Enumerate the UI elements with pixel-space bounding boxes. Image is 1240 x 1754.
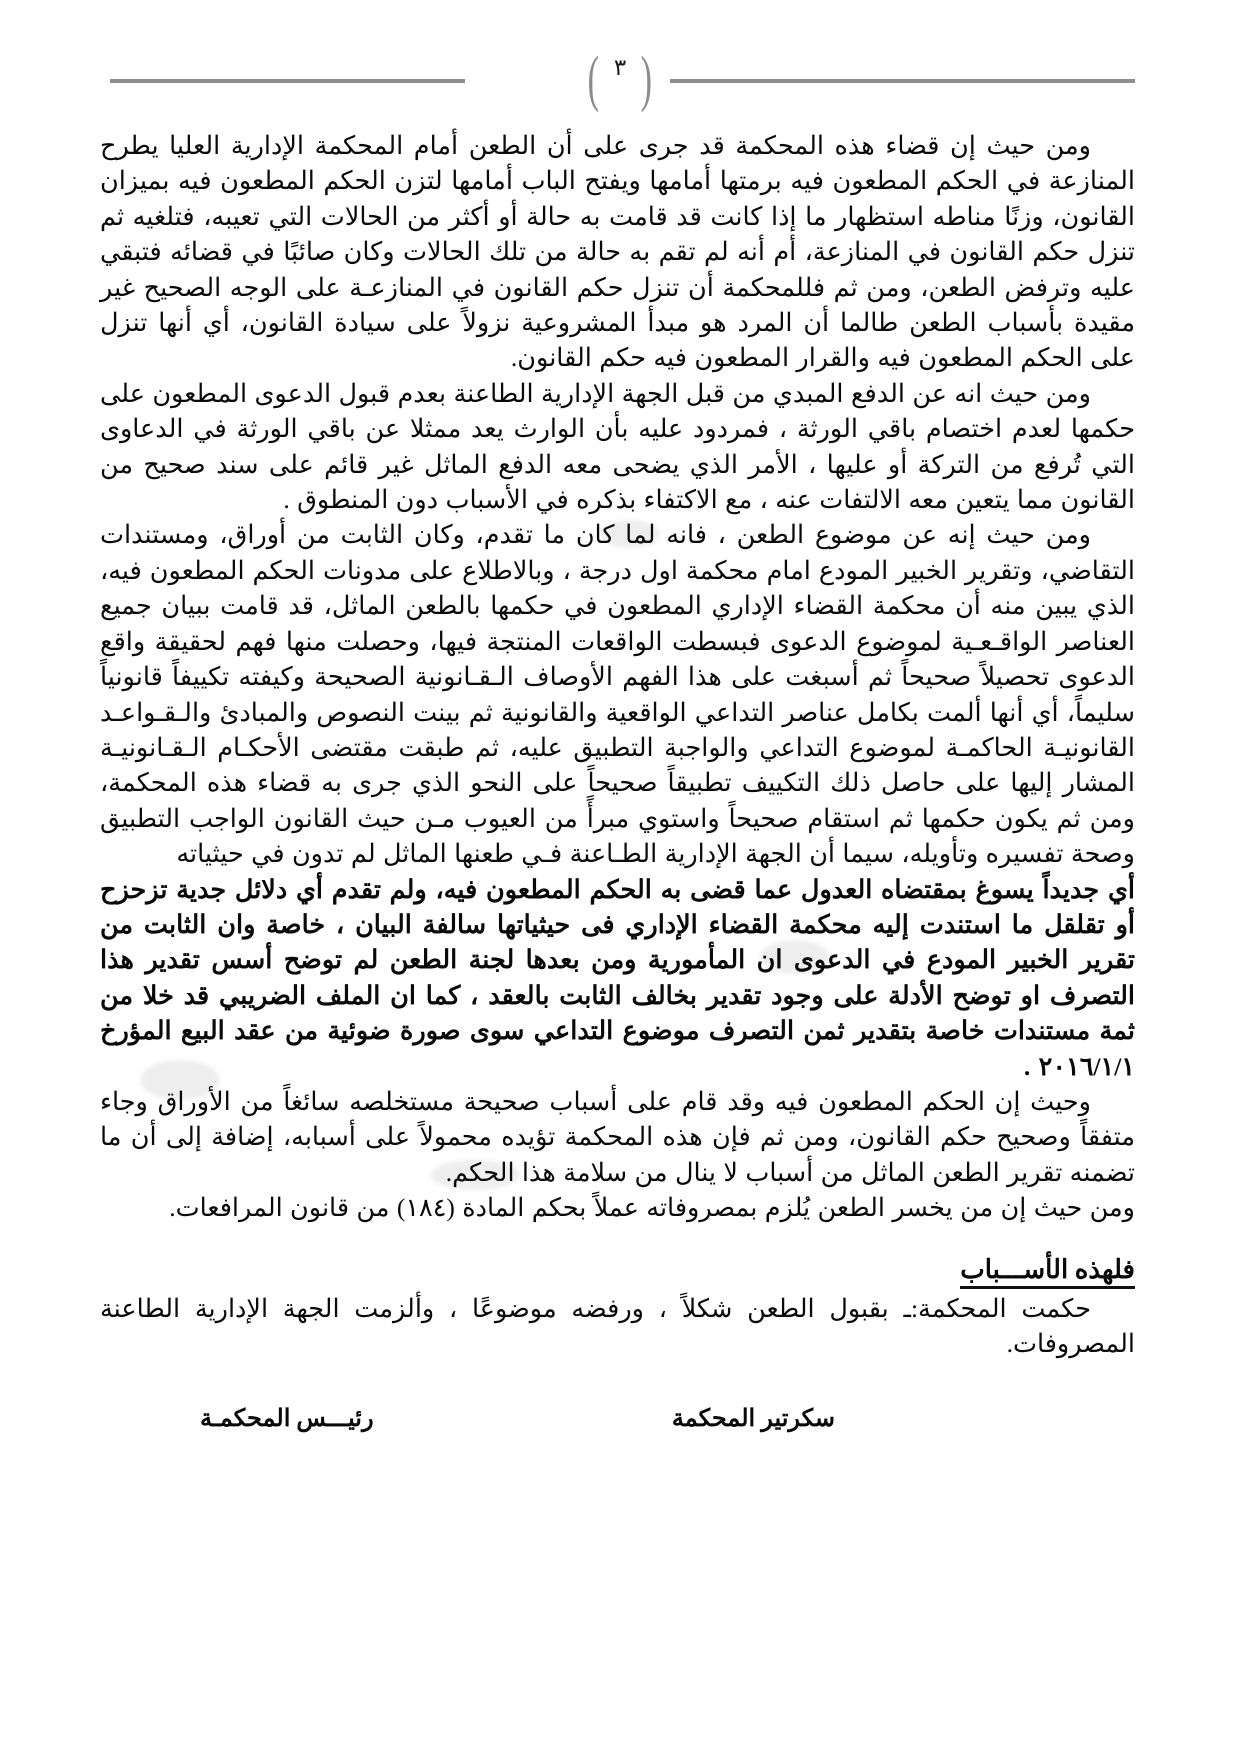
paragraph-1: ومن حيث إن قضاء هذه المحكمة قد جرى على أن الطعن أمام المحكمة الإدارية العليا يطرح المنازعة في الحكم المطعون فيه برمتها أمامها ويفتح الباب أمامها لتزن الحكم المطعون فيه بميزان القانون، وزنًا مناطه استظهار ما إذا كانت قد قامت به حالة أو أكثر من الحالات التي تعيبه، فتلغيه ثم تنزل حكم القانون في المنازعة، أم أنه لم تقم به حالة من تلك الحالات وكان صائبًا في قضائه فتبقي عليه وترفض الطعن، ومن ثم فللمحكمة أن تنزل حكم القانون في المنازعـة على الوجه الصحيح غير مقيدة بأسباب الطعن طالما أن المرد هو مبدأ المشروعية نزولاً على سيادة القانون، أي أنها تنزل على الحكم المطعون فيه والقرار المطعون فيه حكم القانون. xyxy=(100,131,1135,373)
paren-close-glyph: ) xyxy=(587,45,600,113)
paragraph-2: ومن حيث انه عن الدفع المبدي من قبل الجهة الإدارية الطاعنة بعدم قبول الدعوى المطعون على حكمها لعدم اختصام باقي الورثة ، فمردود عليه بأن الوارث يعد ممثلا عن باقي الورثة في الدعاوى التي تُرفع من التركة أو عليها ، الأمر الذي يضحى معه الدفع الماثل غير قائم على سند صحيح من القانون مما يتعين معه الالتفات عنه ، مع الاكتفاء بذكره في الأسباب دون المنطوق . xyxy=(100,378,1135,515)
header-rule-left xyxy=(110,79,465,83)
signature-president: رئيـــس المحكمـة xyxy=(200,1405,374,1432)
paragraph-4-bold: أي جديداً يسوغ بمقتضاه العدول عما قضى به الحكم المطعون فيه، ولم تقدم أي دلائل جدية تزحزح أو تقلقل ما استندت إليه محكمة القضاء الإداري فى حيثياتها سالفة البيان ، خاصة وان الثابت من تقرير الخبير المودع في الدعوى ان المأمورية ومن بعدها لجنة الطعن لم توضح أسس تقدير هذا التصرف او توضح الأدلة على وجود تقدير بخالف الثابت بالعقد ، كما ان الملف الضريبي قد خلا من ثمة مستندات خاصة بتقدير ثمن التصرف موضوع التداعي سوى صورة ضوئية من عقد البيع المؤرخ ٢٠١٦/١/١ . xyxy=(100,874,1135,1081)
reasons-heading-text: فلهذه الأســـباب xyxy=(960,1255,1135,1289)
page-header xyxy=(110,46,1135,112)
document-body xyxy=(100,128,1135,1437)
signature-block xyxy=(100,1402,1135,1437)
paragraph-3: ومن حيث إنه عن موضوع الطعن ، فانه لما كان ما تقدم، وكان الثابت من أوراق، ومستندات التقاضي، وتقرير الخبير المودع امام محكمة اول درجة ، وبالاطلاع على مدونات الحكم المطعون فيه، الذي يبين منه أن محكمة القضاء الإداري المطعون في حكمها بالطعن الماثل، قد قامت ببيان جميع العناصر الواقـعـية لموضوع الدعوى فبسطت الواقعات المنتجة فيها، وحصلت منها فهم لحقيقة واقع الدعوى تحصيلاً صحيحاً ثم أسبغت على هذا الفهم الأوصاف الـقـانونية الصحيحة وكيفته تكييفاً قانونياً سليماً، أي أنها ألمت بكامل عناصر التداعي الواقعية والقانونية ثم بينت النصوص والمبادئ والـقـواعـد القانونيـة الحاكمـة لموضوع التداعي والواجبة التطبيق عليه، ثم طبقت مقتضى الأحكـام الـقـانونيـة المشار إليها على حاصل ذلك التكييف تطبيقاً صحيحاً على النحو الذي جرى به قضاء هذه المحكمة، ومن ثم يكون حكمها ثم استقام صحيحاً واستوي مبرأً من العيوب مـن حيث القانون الواجب التطبيق وصحة تفسيره وتأويله، سيما أن الجهة الإدارية الطـاعنة فـي طعنها الماثل لم تدون في حيثياته xyxy=(100,520,1135,869)
header-rule-right xyxy=(670,79,1135,83)
verdict-paragraph: حكمت المحكمة:ـ بقبول الطعن شكلاً ، ورفضه موضوعًا ، وألزمت الجهة الإدارية الطاعنة المصروفات. xyxy=(100,1294,1135,1359)
page-number: ٣ xyxy=(613,55,627,81)
signature-secretary: سكرتير المحكمة xyxy=(671,1405,835,1432)
paren-open-glyph: ( xyxy=(640,45,653,113)
paragraph-6: ومن حيث إن من يخسر الطعن يُلزم بمصروفاته عملاً بحكم المادة (١٨٤) من قانون المرافعات. xyxy=(169,1193,1135,1223)
page-number-group xyxy=(565,46,675,112)
reasons-heading xyxy=(100,1252,1135,1287)
paragraph-5: وحيث إن الحكم المطعون فيه وقد قام على أسباب صحيحة مستخلصه سائغاً من الأوراق وجاء متفقاً وصحيح حكم القانون، ومن ثم فإن هذه المحكمة تؤيده محمولاً على أسبابه، إضافة إلى أن ما تضمنه تقرير الطعن الماثل من أسباب لا ينال من سلامة هذا الحكم. xyxy=(100,1086,1135,1187)
